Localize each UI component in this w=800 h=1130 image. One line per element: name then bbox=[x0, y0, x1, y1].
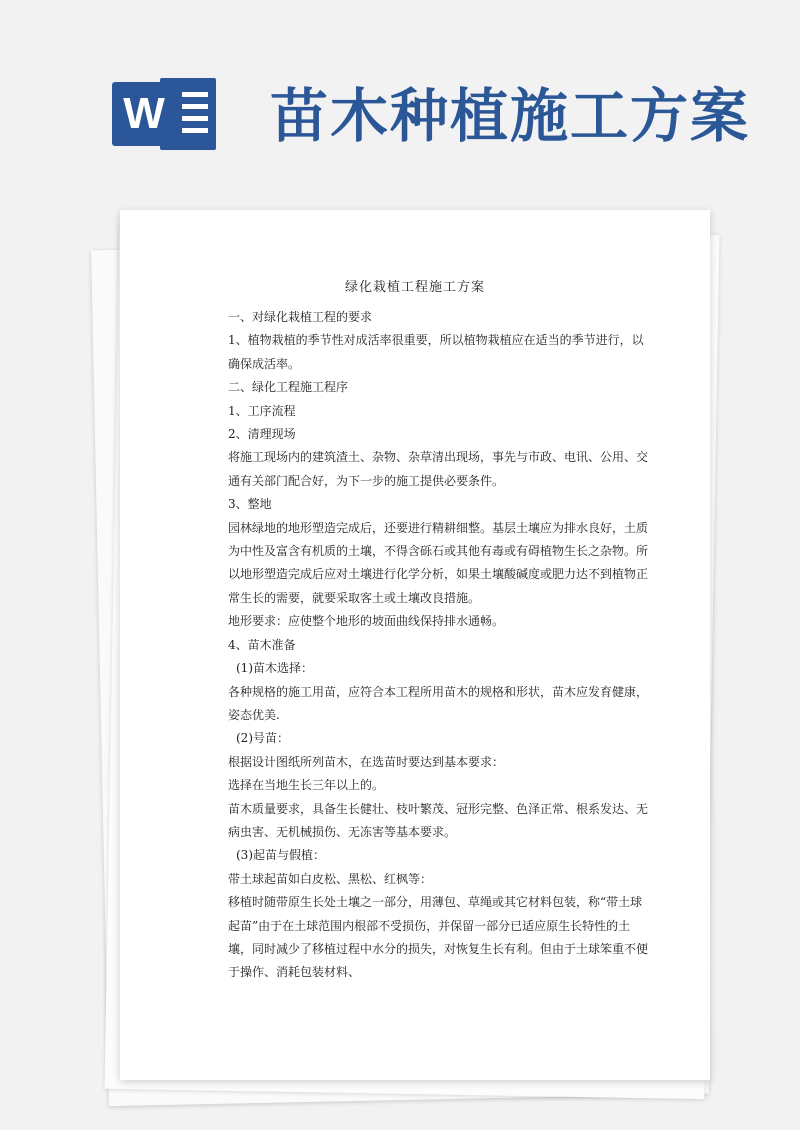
document-page bbox=[120, 210, 710, 1080]
paragraph: 2、清理现场 bbox=[228, 427, 296, 442]
section-heading: 一、对绿化栽植工程的要求 bbox=[228, 310, 373, 324]
paragraph: 移植时随带原生长处土壤之一部分，用薄包、草绳或其它材料包装，称“带土球起苗”由于在土球范围内根部不受损伤，并保留一部分已适应原生长特性的土壤，同时减少了移植过程中水分的损失，对恢复生长有利。但由于土球笨重不便于操作、消耗包装材料、 bbox=[228, 895, 649, 980]
paragraph: 园林绿地的地形塑造完成后，还要进行精耕细整。基层土壤应为排水良好，土质为中性及富含有机质的土壤，不得含砾石或其他有毒或有碍植物生长之杂物。所以地形塑造完成后应对土壤进行化学分析，如果土壤酸碱度或肥力达不到植物正常生长的需要，就要采取客土或土壤改良措施。 bbox=[228, 520, 649, 605]
section-heading: 二、绿化工程施工程序 bbox=[228, 380, 349, 395]
document-title: 绿化栽植工程施工方案 bbox=[344, 280, 485, 295]
sub-heading: (1)苗木选择： bbox=[236, 661, 313, 676]
word-icon-letter: W bbox=[112, 82, 176, 146]
paragraph: 1、植物栽植的季节性对成活率很重要，所以植物栽植应在适当的季节进行，以确保成活率。 bbox=[228, 333, 644, 371]
paragraph: 将施工现场内的建筑渣土、杂物、杂草清出现场，事先与市政、电讯、公用、交通有关部门配合好，为下一步的施工提供必要条件。 bbox=[228, 450, 649, 488]
banner-header bbox=[0, 0, 800, 200]
paragraph: 带土球起苗如白皮松、黑松、红枫等： bbox=[228, 871, 433, 886]
word-document-icon bbox=[112, 78, 216, 154]
paragraph: 选择在当地生长三年以上的。 bbox=[228, 778, 385, 793]
document-body bbox=[228, 306, 648, 985]
paragraph: 地形要求：应使整个地形的坡面曲线保持排水通畅。 bbox=[228, 614, 505, 629]
paragraph: 1、工序流程 bbox=[228, 403, 296, 418]
banner-title: 苗木种植施工方案 bbox=[270, 82, 751, 150]
paragraph: 苗木质量要求，具备生长健壮、枝叶繁茂、冠形完整、色泽正常、根系发达、无病虫害、无机械损伤、无冻害等基本要求。 bbox=[228, 801, 649, 839]
paragraph: 各种规格的施工用苗，应符合本工程所用苗木的规格和形状，苗木应发育健康，姿态优美. bbox=[228, 684, 649, 722]
sub-heading: (3)起苗与假植： bbox=[236, 848, 325, 863]
paragraph: 3、整地 bbox=[228, 497, 272, 512]
paragraph: 根据设计图纸所列苗木，在选苗时要达到基本要求： bbox=[228, 754, 505, 769]
sub-heading: (2)号苗： bbox=[236, 731, 289, 746]
paragraph: 4、苗木准备 bbox=[228, 637, 296, 652]
